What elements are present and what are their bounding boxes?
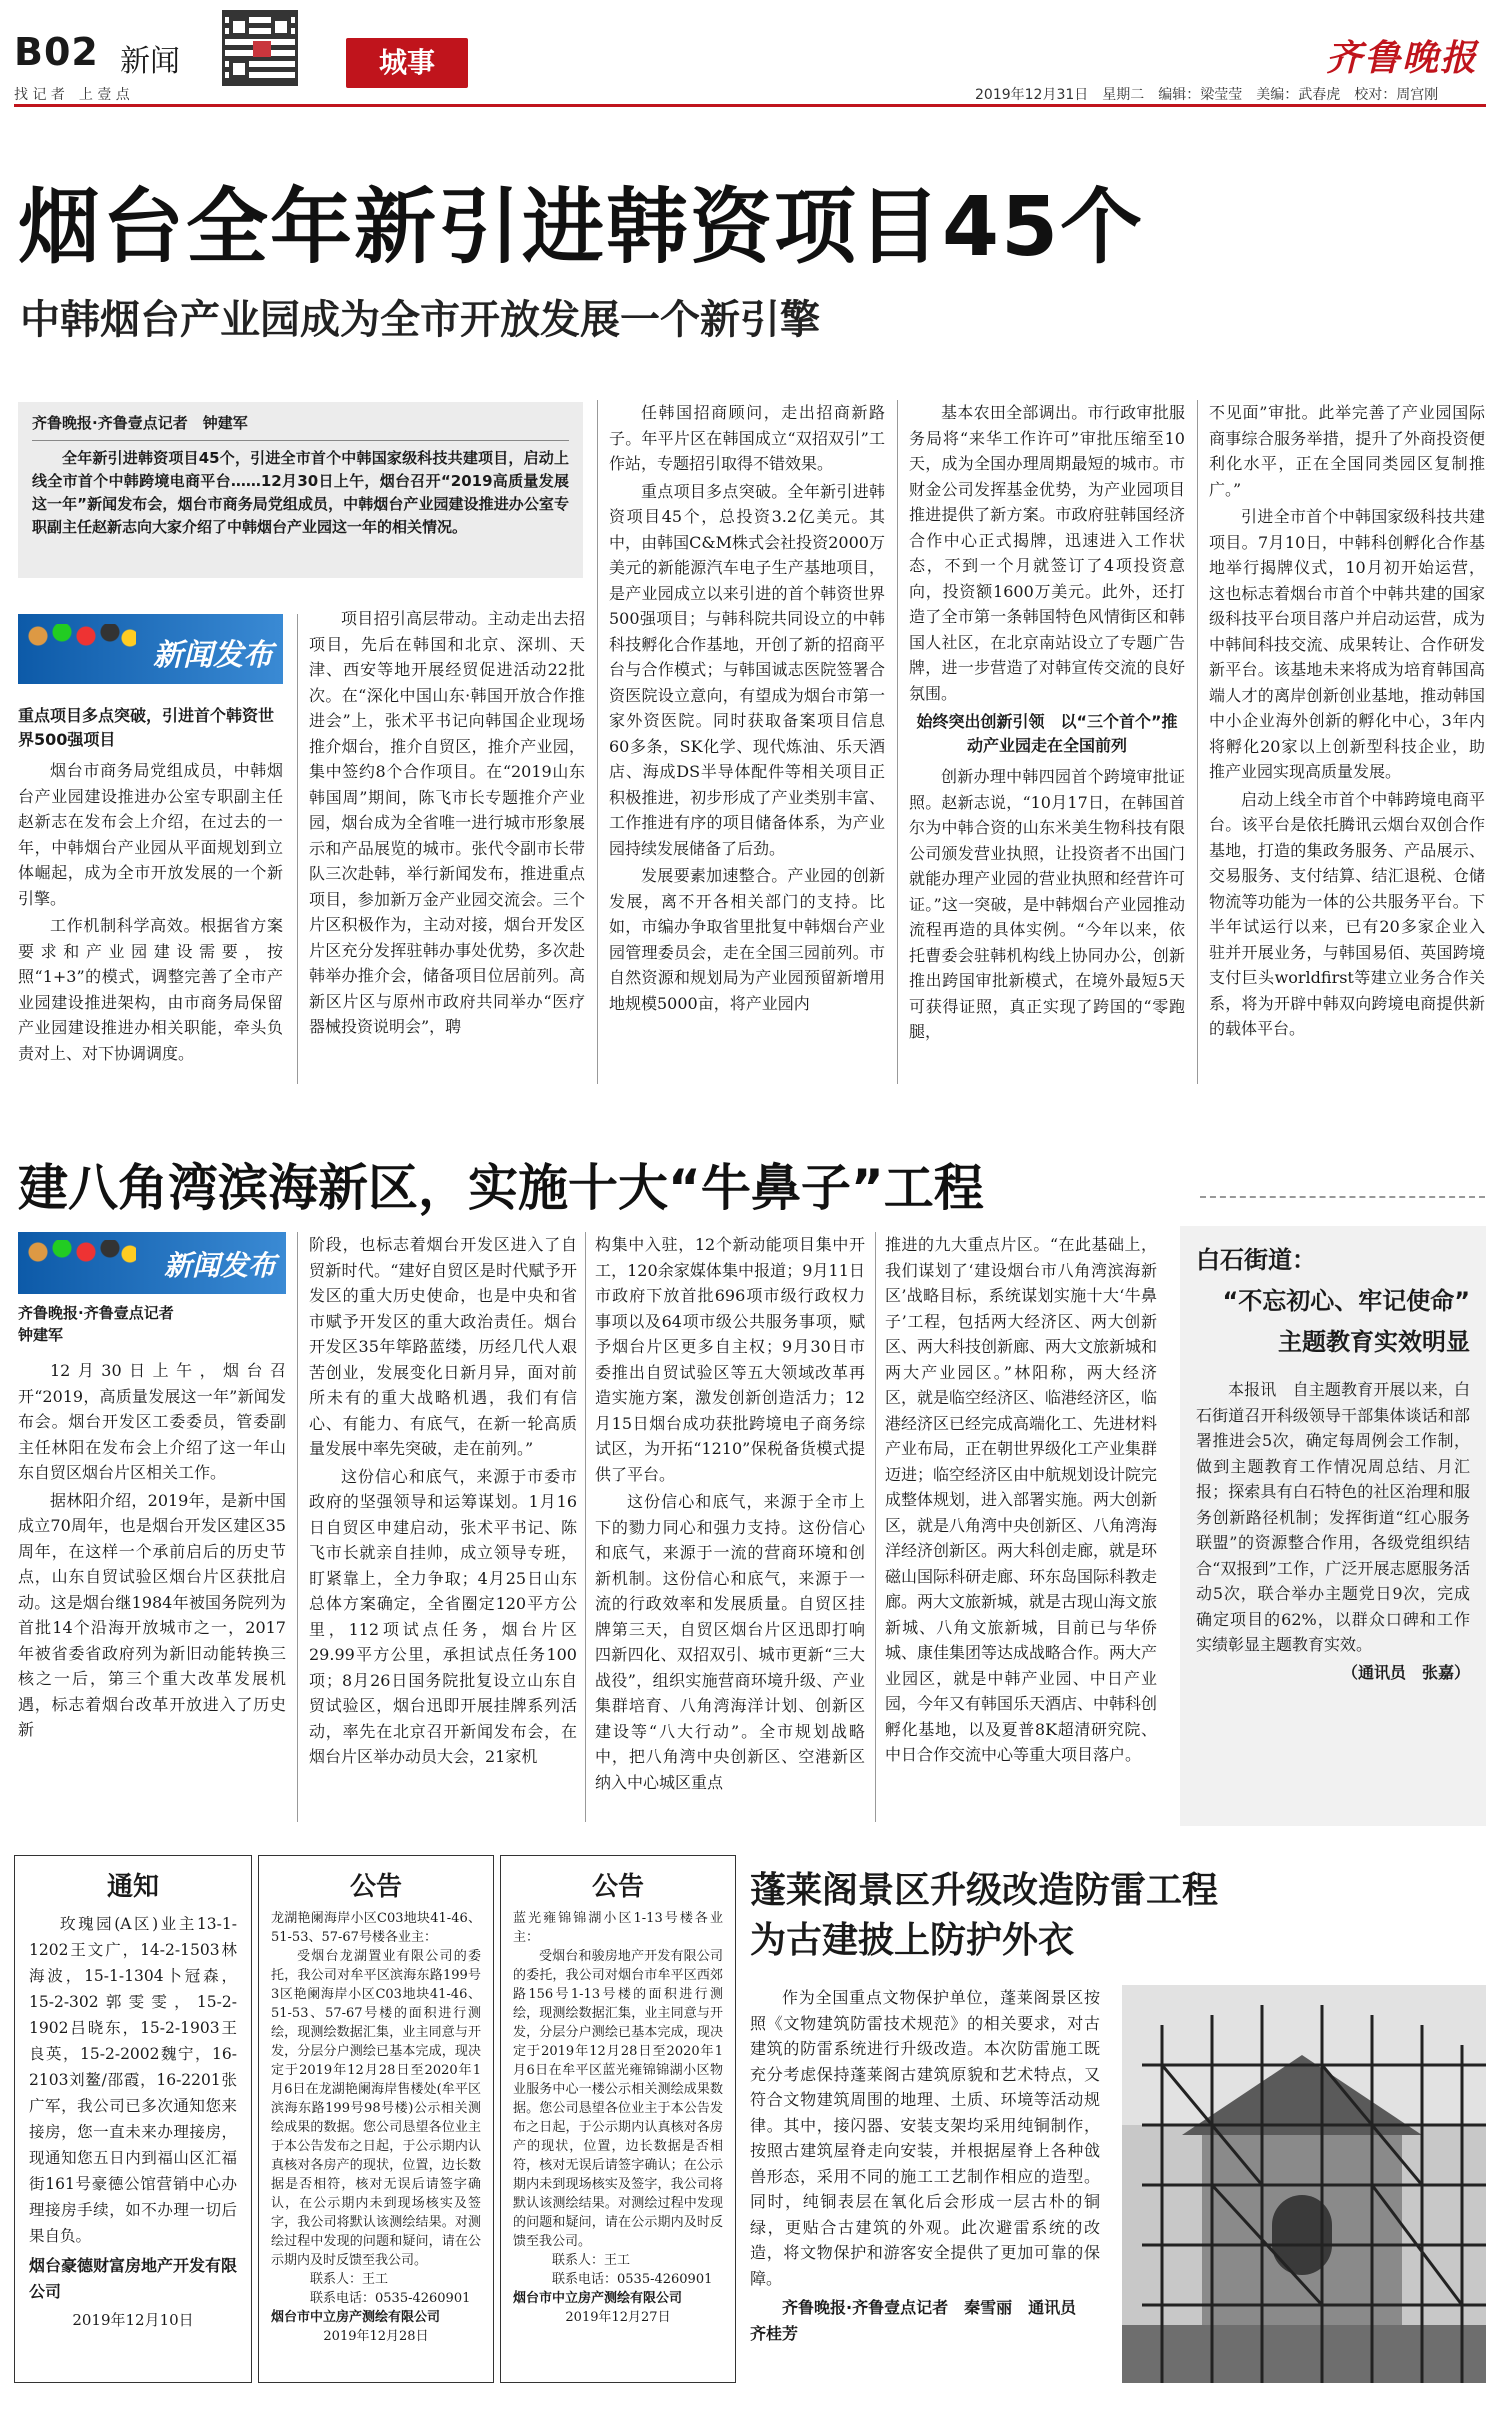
announcement-date: 2019年12月27日: [565, 2310, 671, 2325]
scaffold-building-image: [1122, 1985, 1486, 2383]
page-header: [0, 0, 1500, 108]
column-divider: [597, 400, 598, 1084]
lead-col-3: [609, 400, 885, 1018]
qr-code-icon: [222, 10, 298, 86]
second-col-1: [18, 1232, 286, 1745]
penglai-body: [750, 1985, 1100, 2347]
lead-col4-subhead: 始终突出创新引领 以“三个首个”推动产业园走在全国前列: [916, 712, 1178, 755]
announcement-title: 公告: [591, 1872, 644, 1902]
news-release-badge: [18, 614, 283, 684]
masthead-text: 齐鲁晚报: [1326, 37, 1479, 79]
lead-paragraph: 不见面”审批。此举完善了产业园国际商事综合服务举措，提升了外商投资便利化水平，正在全国同类园区复制推广。”: [1209, 403, 1485, 499]
column-divider: [1197, 400, 1198, 1084]
second-paragraph: 据林阳介绍，2019年，是新中国成立70周年，也是烟台开发区建区35周年，在这样一个承前启后的历史节点，山东自贸试验区烟台片区获批启动。这是烟台继1984年被国务院列为首批14个沿海开放城市之一，2017年被省委省政府列为新旧动能转换三核之一后，第三个重大改革发展机遇，标志着烟台改革开放进入了历史新: [18, 1490, 286, 1739]
second-col-3: [595, 1232, 865, 1797]
second-byline: 齐鲁晚报·齐鲁壹点记者 钟建军: [18, 1304, 189, 1344]
sidebar-credit: （通讯员 张嘉）: [1341, 1662, 1470, 1682]
penglai-paragraph: 作为全国重点文物保护单位，蓬莱阁景区按照《文物建筑防雷技术规范》的相关要求，对古建筑的防雷系统进行升级改造。本次防雷施工既充分考虑保持蓬莱阁古建筑原貌和艺术特点，又符合文物建筑周围的地理、土质、环境等活动规律。其中，接闪器、安装支架均采用纯铜制作，按照古建筑屋脊走向安装，并根据屋脊上各种戗兽形态，采用不同的施工工艺制作相应的造型。同时，纯铜表层在氧化后会形成一层古朴的铜绿，更贴合古建筑的外观。此次避雷系统的改造，将文物保护和游客安全提供了更加可靠的保障。: [750, 1988, 1100, 2288]
lead-intro-box: [18, 402, 583, 578]
lead-paragraph: 基本农田全部调出。市行政审批服务局将“来华工作许可”审批压缩至10天，成为全国办理周期最短的城市。市财金公司发挥基金优势，为产业园项目推进提供了新方案。市政府驻韩国经济合作中心正式揭牌，迅速进入工作状态，不到一个月就签订了4项投资意向，投资额1600万美元。此外，还打造了全市第一条韩国特色风情街区和韩国人社区，在北京南站设立了专题广告牌，进一步营造了对韩宣传交流的良好氛围。: [909, 403, 1185, 703]
sidebar-title: 主题教育实效明显: [1278, 1328, 1470, 1356]
announcement-contact: 联系人：王工: [310, 2272, 389, 2287]
lead-paragraph: 任韩国招商顾问，走出招商新路子。年平片区在韩国成立“双招双引”工作站，专题招引取得不错效果。: [609, 403, 885, 473]
announcement-text: 受烟台龙湖置业有限公司的委托，我公司对牟平区滨海东路199号3区艳阑海岸小区C03地块41-46、51-53、57-67号楼的面积进行测绘，现测绘数据汇集，业主同意与开发，分层分户测绘已基本完成，现决定于2019年12月28日至2020年1月6日在龙湖艳阑海岸售楼处(牟平区滨海东路199号98号楼)公示相关测绘成果的数据。您公司恳望各位业主于本公告发布之日起，于公示期内认真核对各房产的现状，位置，边长数据是否相符，核对无误后请签字确认，在公示期内未到现场核实及签字，我公司将默认该测绘结果。对测绘过程中发现的问题和疑问，请在公示期内及时反馈至我公司。: [271, 1949, 481, 2268]
lead-paragraph: 项目招引高层带动。主动走出去招项目，先后在韩国和北京、深圳、天津、西安等地开展经贸促进活动22批次。在“深化中国山东·韩国开放合作推进会”上，张术平书记向韩国企业现场推介烟台，推介自贸区，推介产业园，集中签约8个合作项目。在“2019山东韩国周”期间，陈飞市长专题推介产业园，烟台成为全省唯一进行城市形象展示和产品展览的城市。张代令副市长带队三次赴韩，举行新闻发布，推进重点项目，参加新万金产业园交流会。三个片区积极作为，主动对接，烟台开发区片区充分发挥驻韩办事处优势，多次赴韩举办推介会，储备项目位居前列。高新区片区与原州市政府共同举办“医疗器械投资说明会”，聘: [309, 609, 585, 1036]
notice-date: 2019年12月10日: [72, 2311, 194, 2329]
second-paragraph: 12月30日上午，烟台召开“2019，高质量发展这一年”新闻发布会。烟台开发区工委委员，管委副主任林阳在发布会上介绍了这一年山东自贸区烟台片区相关工作。: [18, 1361, 286, 1482]
announcement-box: [500, 1855, 736, 2383]
lead-paragraph: 工作机制科学高效。根据省方案要求和产业园建设需要，按照“1+3”的模式，调整完善了全市产业园建设推进架构，由市商务局保留产业园建设推进办相关职能，牵头负责对上、对下协调调度。: [18, 916, 283, 1063]
announcement-phone: 联系电话：0535-4260901: [552, 2272, 713, 2287]
lead-col-5: [1209, 400, 1485, 1044]
page-number: B02: [14, 30, 99, 74]
lead-col-2: [309, 606, 585, 1042]
penglai-subheadline: 为古建披上防护外衣: [750, 1920, 1075, 1961]
lead-paragraph: 发展要素加速整合。产业园的创新发展，离不开各相关部门的支持。比如，市编办争取省里批复中韩烟台产业园管理委员会，走在全国三园前列。市自然资源和规划局为产业园预留新增用地规模5000亩，将产业园内: [609, 866, 885, 1013]
lead-intro: 全年新引进韩资项目45个，引进全市首个中韩国家级科技共建项目，启动上线全市首个中韩跨境电商平台……12月30日上午，烟台召开“2019高质量发展这一年”新闻发布会，烟台市商务局党组成员，中韩烟台产业园建设推进办公室专职副主任赵新志向大家介绍了中韩烟台产业园这一年的相关情况。: [32, 449, 569, 536]
second-paragraph: 这份信心和底气，来源于市委市政府的坚强领导和运筹谋划。1月16日自贸区申建启动，张术平书记、陈飞市长就亲自挂帅，成立领导专班，盯紧靠上，全力争取；4月25日山东总体方案确定，全省圈定120平方公里，112项试点任务，烟台片区29.99平方公里，承担试点任务100项；8月26日国务院批复设立山东自贸试验区，烟台迅即开展挂牌系列活动，率先在北京召开新闻发布会，在烟台片区举办动员大会，21家机: [309, 1466, 577, 1766]
second-paragraph: 推进的九大重点片区。“在此基础上，我们谋划了‘建设烟台市八角湾滨海新区’战略目标，系统谋划实施十大‘牛鼻子’工程，包括两大经济区、两大创新区、两大科技创新廊、两大文旅新城和两大产业园区。”林阳称，两大经济区，就是临空经济区、临港经济区，临港经济区已经完成高端化工、先进材料产业布局，正在朝世界级化工产业集群迈进；临空经济区由中航规划设计院完成整体规划，进入部署实施。两大创新区，就是八角湾中央创新区、八角湾海洋经济创新区。两大科创走廊，就是环磁山国际科研走廊、环东岛国际科教走廊。两大文旅新城，就是古现山海文旅新城、八角文旅新城，目前已与华侨城、康佳集团等达成战略合作。两大产业园区，就是中韩产业园、中日产业园，今年又有韩国乐天酒店、中韩科创孵化基地，以及夏普8K超清研究院、中日合作交流中心等重大项目落户。: [885, 1235, 1158, 1764]
column-divider: [875, 1232, 876, 1822]
column-divider: [585, 1232, 586, 1822]
notice-title: 通知: [106, 1872, 159, 1902]
lead-subheadline: 中韩烟台产业园成为全市开放发展一个新引擎: [20, 297, 820, 343]
announcement-text: 受烟台和骏房地产开发有限公司的委托，我公司对烟台市牟平区西郊路156号1-13号楼的面积进行测绘，现测绘数据汇集，业主同意与开发，分层分户测绘已基本完成，现决定于2019年12月28日至2020年1月6日在牟平区蓝光雍锦锦湖小区物业服务中心一楼公示相关测绘成果数据。您公司恳望各位业主于本公告发布之日起，于公示期内认真核对各房产的现状，位置，边长数据是否相符，核对无误后请签字确认；在公示期内未到现场核实及签字，我公司将默认该测绘结果。对测绘过程中发现的问题和疑问，请在公示期内及时反馈至我公司。: [513, 1949, 723, 2249]
notice-signature: 烟台豪德财富房地产开发有限公司: [29, 2256, 238, 2301]
headline-rule: [1200, 1196, 1485, 1198]
second-col-4: [885, 1232, 1157, 1770]
sidebar-story: [1180, 1226, 1486, 1826]
announcement-head: 蓝光雍锦锦湖小区1-13号楼各业主：: [513, 1911, 723, 1945]
announcement-contact: 联系人：王工: [552, 2253, 631, 2268]
lead-col1-subhead: 重点项目多点突破，引进首个韩资世界500强项目: [18, 706, 275, 749]
notice-box: [14, 1855, 252, 2383]
lead-headline: 烟台全年新引进韩资项目45个: [18, 180, 1145, 275]
second-paragraph: 这份信心和底气，来源于全市上下的勠力同心和强力支持。这份信心和底气，来源于一流的营商环境和创新机制。这份信心和底气，来源于一流的行政效率和发展质量。自贸区挂牌第三天，自贸区烟台片区迅即打响四新四化、双招双引、城市更新“三大战役”，组织实施营商环境升级、产业集群培育、八角湾海洋计划、创新区建设等“八大行动”。全市规划战略中，把八角湾中央创新区、空港新区纳入中心城区重点: [595, 1492, 865, 1792]
announcement-title: 公告: [349, 1872, 402, 1902]
second-col-2: [309, 1232, 577, 1772]
announcement-signature: 烟台市中立房产测绘有限公司: [513, 2291, 683, 2306]
microphone-icon: [26, 624, 136, 678]
sidebar-paragraph: 本报讯 自主题教育开展以来，白石街道召开科级领导干部集体谈话和部署推进会5次，确定每周例会工作制，做到主题教育工作情况周总结、月汇报；探索具有白石特色的社区治理和服务创新路径机制；发挥街道“红心服务联盟”的资源整合作用，各级党组织结合“双报到”工作，广泛开展志愿服务活动5次，联合举办主题党日9次，完成确定项目的62%，以群众口碑和工作实绩彰显主题教育实效。: [1196, 1380, 1470, 1654]
lead-col-1: [18, 614, 283, 1068]
notice-text: 玫瑰园(A区)业主13-1-1202王文广，14-2-1503林海波，15-1-1304卜冠森，15-2-302郭雯雯，15-2-1902吕晓东，15-2-1903王良英，15-2-2002魏宁，16-2103刘鳌/邵霞，16-2201张广军，我公司已多次通知您来接房，您一直未来办理接房，现通知您五日内到福山区汇福街161号豪德公馆营销中心办理接房手续，如不办理一切后果自负。: [29, 1915, 237, 2245]
announcement-phone: 联系电话：0535-4260901: [310, 2291, 471, 2306]
second-paragraph: 阶段，也标志着烟台开发区进入了自贸新时代。“建好自贸区是时代赋予开发区的重大历史使命，也是中央和省市赋予开发区的重大政治责任。烟台开发区35年筚路蓝缕，历经几代人艰苦创业，发展变化日新月异，面对前所未有的重大战略机遇，我们有信心、有能力、有底气，在新一轮高质量发展中率先突破，走在前列。”: [309, 1235, 577, 1458]
scaffolding-photo: [1122, 1985, 1486, 2383]
sidebar-title: “不忘初心、牢记使命”: [1222, 1287, 1470, 1315]
masthead-logo: [1326, 30, 1496, 79]
column-divider: [297, 614, 298, 1084]
second-paragraph: 构集中入驻，12个新动能项目集中开工，120余家媒体集中报道；9月11日市政府下放首批696项市级行政权力事项以及64项市级公共服务事项，赋予烟台片区更多自主权；9月30日市委推出自贸试验区等五大领域改革再造实施方案，激发创新创造活力；12月15日烟台成功获批跨境电子商务综试区，为开拓“1210”保税备货模式提供了平台。: [595, 1235, 865, 1484]
lead-byline: 齐鲁晚报·齐鲁壹点记者 钟建军: [32, 412, 569, 441]
lead-col-4: [909, 400, 1185, 1047]
second-headline: 建八角湾滨海新区，实施十大“牛鼻子”工程: [18, 1159, 984, 1217]
penglai-byline: 齐鲁晚报·齐鲁壹点记者 秦雪丽 通讯员 齐桂芳: [750, 2298, 1093, 2343]
lead-paragraph: 烟台市商务局党组成员，中韩烟台产业园建设推进办公室专职副主任赵新志在发布会上介绍，在过去的一年，中韩烟台产业园从平面规划到立体崛起，成为全市开放发展的一个新引擎。: [18, 761, 283, 908]
header-rule: [14, 104, 1486, 107]
column-tag-label: 城事: [378, 46, 435, 79]
column-tag: [346, 38, 468, 88]
column-divider: [897, 400, 898, 1084]
section-name: 新闻: [120, 44, 180, 79]
sidebar-title: 白石街道：: [1196, 1246, 1316, 1274]
slogan: 找 记 者 上 壹 点: [14, 87, 130, 103]
announcement-signature: 烟台市中立房产测绘有限公司: [271, 2310, 441, 2325]
announcement-box: [258, 1855, 494, 2383]
news-release-badge-label: 新闻发布: [153, 638, 273, 673]
news-release-badge: [18, 1232, 286, 1294]
lead-paragraph: 启动上线全市首个中韩跨境电商平台。该平台是依托腾讯云烟台双创合作基地，打造的集政务服务、产品展示、交易服务、支付结算、结汇退税、仓储物流等功能为一体的公共服务平台。下半年试运行以来，已有20多家企业入驻并开展业务，与韩国易佰、英国跨境支付巨头worldfirst等建立业务合作关系，将为开辟中韩双向跨境电商提供新的载体平台。: [1209, 789, 1485, 1038]
lead-paragraph: 重点项目多点突破。全年新引进韩资项目45个，总投资3.2亿美元。其中，由韩国C&M株式会社投资2000万美元的新能源汽车电子生产基地项目，是产业园成立以来引进的首个韩资世界500强项目；与韩科院共同设立的中韩科技孵化合作基地，开创了新的招商平台与合作模式；与韩国诚志医院签署合资医院设立意向，有望成为烟台市第一家外资医院。同时获取备案项目信息60多条，SK化学、现代炼油、乐天酒店、海成DS半导体配件等相关项目正积极推进，初步形成了产业类别丰富、工作推进有序的项目储备体系，为产业园持续发展储备了后劲。: [609, 481, 885, 858]
announcement-head: 龙湖艳阑海岸小区C03地块41-46、51-53、57-67号楼各业主：: [271, 1911, 481, 1945]
announcement-date: 2019年12月28日: [323, 2329, 429, 2344]
penglai-headline: 蓬莱阁景区升级改造防雷工程: [750, 1870, 1219, 1911]
news-release-badge-label: 新闻发布: [163, 1249, 276, 1282]
microphone-icon: [26, 1240, 136, 1290]
column-divider: [297, 1232, 298, 1822]
date-line: 2019年12月31日 星期二 编辑：梁莹莹 美编：武春虎 校对：周宫刚: [975, 87, 1439, 103]
lead-paragraph: 引进全市首个中韩国家级科技共建项目。7月10日，中韩科创孵化合作基地举行揭牌仪式，10月初开始运营，这也标志着烟台市首个中韩共建的国家级科技平台项目落户并启动运营，成为中韩间科技交流、成果转让、合作研发新平台。该基地未来将成为培育韩国高端人才的离岸创新创业基地，推动韩国中小企业海外创新的孵化中心，3年内将孵化20家以上创新型科技企业，助推产业园实现高质量发展。: [1209, 507, 1485, 781]
lead-paragraph: 创新办理中韩四园首个跨境审批证照。赵新志说，“10月17日，在韩国首尔为中韩合资的山东米美生物科技有限公司颁发营业执照，让投资者不出国门就能办理产业园的营业执照和经营许可证。”这一突破，是中韩烟台产业园推动流程再造的具体实例。“今年以来，依托曹委会驻韩机构线上协同办公，创新推出跨国审批新模式，在境外最短5天可获得证照，真正实现了跨国的“零跑腿，: [909, 767, 1185, 1041]
